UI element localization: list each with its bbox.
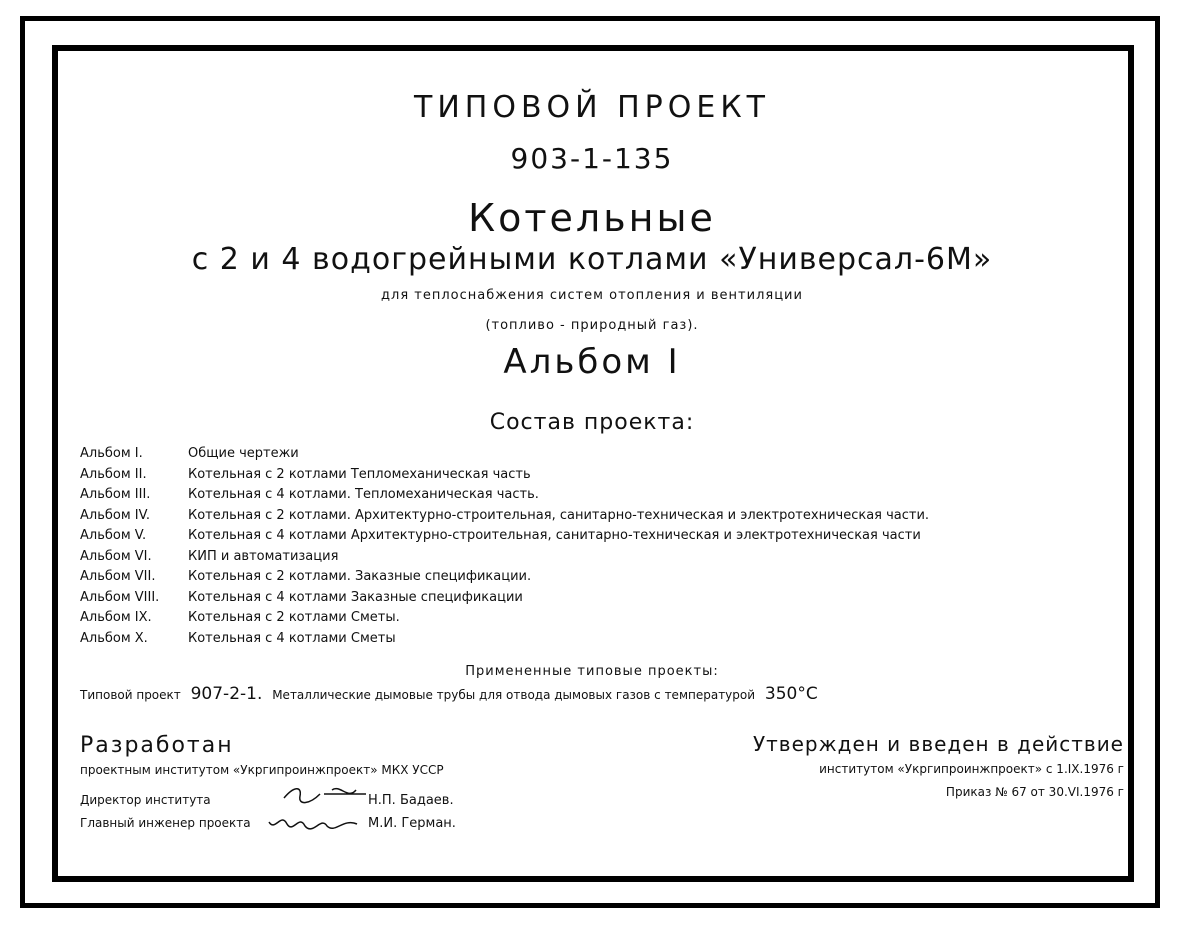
project-number: 903-1-135 bbox=[510, 142, 674, 175]
director-name: Н.П. Бадаев. bbox=[368, 793, 454, 808]
album-text: Котельная с 4 котлами Архитектурно-строительная, санитарно-техническая и электротехническая части bbox=[188, 528, 921, 543]
applied-number: 907-2-1. bbox=[190, 684, 263, 704]
album-row bbox=[80, 631, 929, 652]
album-label: Альбом V. bbox=[80, 528, 147, 543]
album-row bbox=[80, 569, 929, 590]
album-title: Альбом I bbox=[503, 342, 681, 382]
album-label: Альбом VIII. bbox=[80, 589, 160, 605]
album-text: Котельная с 4 котлами Заказные спецификации bbox=[188, 589, 523, 605]
album-list bbox=[80, 446, 929, 651]
album-text: Котельная с 2 котлами Тепломеханическая часть bbox=[188, 466, 531, 482]
engineer-role: Главный инженер проекта bbox=[80, 816, 251, 830]
album-label: Альбом III. bbox=[80, 487, 151, 502]
project-subtitle: с 2 и 4 водогрейными котлами «Универсал-6М» bbox=[191, 242, 993, 277]
album-text: Котельная с 2 котлами. Архитектурно-строительная, санитарно-техническая и электротехническая части. bbox=[188, 507, 930, 523]
approved-order: Приказ № 67 от 30.VI.1976 г bbox=[945, 785, 1124, 799]
approved-heading: Утвержден и введен в действие bbox=[752, 732, 1124, 756]
director-signature bbox=[280, 780, 370, 810]
fuel-note: (топливо - природный газ). bbox=[485, 318, 699, 333]
applied-project-line bbox=[80, 684, 824, 704]
album-text: КИП и автоматизация bbox=[188, 548, 339, 564]
director-role: Директор института bbox=[80, 793, 211, 807]
album-row bbox=[80, 528, 929, 549]
applied-prefix: Типовой проект bbox=[80, 688, 181, 702]
applied-text: Металлические дымовые трубы для отвода дымовых газов с температурой bbox=[272, 688, 756, 702]
album-label: Альбом VI. bbox=[80, 548, 152, 564]
album-text: Котельная с 4 котлами. Тепломеханическая часть. bbox=[188, 487, 539, 502]
album-row bbox=[80, 610, 929, 631]
album-label: Альбом I. bbox=[80, 446, 143, 461]
album-text: Котельная с 2 котлами Сметы. bbox=[188, 610, 400, 625]
album-row bbox=[80, 508, 929, 529]
album-row bbox=[80, 467, 929, 488]
album-row bbox=[80, 487, 929, 508]
project-purpose: для теплоснабжения систем отопления и вентиляции bbox=[381, 288, 803, 303]
developed-heading: Разработан bbox=[80, 733, 234, 758]
developed-org: проектным институтом «Укргипроинжпроект» МКХ УССР bbox=[80, 763, 444, 777]
engineer-name: М.И. Герман. bbox=[368, 816, 456, 831]
composition-heading: Состав проекта: bbox=[489, 410, 695, 435]
album-row bbox=[80, 446, 929, 467]
album-row bbox=[80, 549, 929, 570]
album-text: Котельная с 2 котлами. Заказные спецификации. bbox=[188, 569, 532, 584]
applied-projects-heading: Примененные типовые проекты: bbox=[465, 664, 719, 679]
engineer-signature bbox=[265, 808, 361, 838]
album-label: Альбом II. bbox=[80, 466, 147, 482]
album-label: Альбом VII. bbox=[80, 569, 156, 584]
album-text: Котельная с 4 котлами Сметы bbox=[188, 630, 396, 646]
album-label: Альбом X. bbox=[80, 630, 148, 646]
album-text: Общие чертежи bbox=[188, 446, 299, 461]
applied-temp: 350°С bbox=[764, 684, 818, 704]
album-label: Альбом IV. bbox=[80, 507, 150, 523]
album-row bbox=[80, 590, 929, 611]
project-title: Котельные bbox=[468, 196, 716, 240]
album-label: Альбом IX. bbox=[80, 610, 152, 625]
doc-type: ТИПОВОЙ ПРОЕКТ bbox=[414, 90, 770, 125]
approved-institute: институтом «Укргипроинжпроект» с 1.IX.1976 г bbox=[819, 762, 1124, 776]
